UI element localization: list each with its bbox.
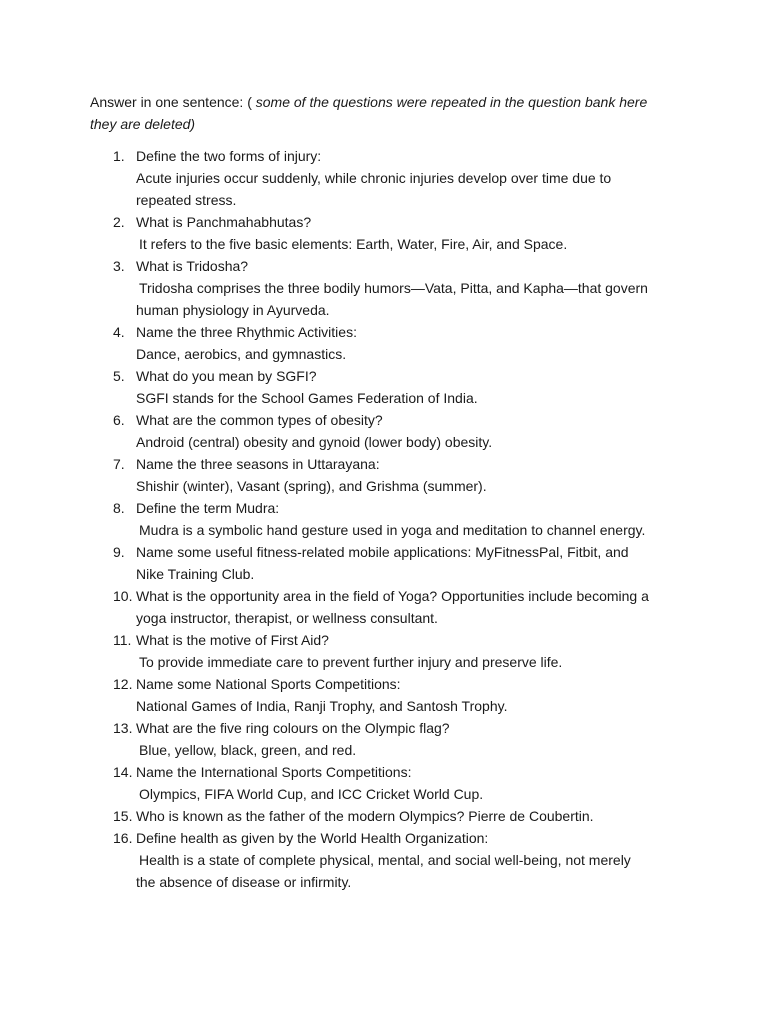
question-line: Define the two forms of injury: bbox=[136, 148, 322, 164]
item-number: 15. bbox=[113, 808, 133, 824]
instruction-note-continued: they are deleted) bbox=[90, 116, 196, 132]
item-text bbox=[136, 453, 676, 497]
question-line: What are the five ring colours on the Olympic flag? bbox=[136, 720, 450, 736]
item-text bbox=[136, 365, 676, 409]
list-item bbox=[0, 145, 676, 211]
item-text bbox=[136, 717, 676, 761]
answer-line: Tridosha comprises the three bodily humors—Vata, Pitta, and Kapha—that govern bbox=[139, 280, 648, 296]
answer-line: Health is a state of complete physical, mental, and social well-being, not merely bbox=[139, 852, 631, 868]
item-text bbox=[136, 409, 676, 453]
list-item bbox=[0, 717, 676, 761]
item-text bbox=[136, 211, 676, 255]
item-text bbox=[136, 585, 676, 629]
answer-line: the absence of disease or infirmity. bbox=[136, 874, 352, 890]
item-number: 14. bbox=[113, 764, 133, 780]
question-line: Name the International Sports Competitions: bbox=[136, 764, 412, 780]
answer-line: National Games of India, Ranji Trophy, and Santosh Trophy. bbox=[136, 698, 508, 714]
list-item bbox=[0, 255, 676, 321]
item-number: 5. bbox=[113, 368, 125, 384]
item-text bbox=[136, 805, 676, 827]
answer-line: Mudra is a symbolic hand gesture used in yoga and meditation to channel energy. bbox=[139, 522, 646, 538]
answer-line: yoga instructor, therapist, or wellness consultant. bbox=[136, 610, 438, 626]
answer-line: Olympics, FIFA World Cup, and ICC Cricket World Cup. bbox=[139, 786, 484, 802]
question-line: What is the opportunity area in the field of Yoga? Opportunities include becoming a bbox=[136, 588, 649, 604]
question-line: What is Panchmahabhutas? bbox=[136, 214, 312, 230]
question-line: What is the motive of First Aid? bbox=[136, 632, 329, 648]
list-item bbox=[0, 827, 676, 893]
list-item bbox=[0, 585, 676, 629]
instruction-lead: Answer in one sentence: ( bbox=[90, 94, 256, 110]
list-item bbox=[0, 497, 676, 541]
question-line: Name the three Rhythmic Activities: bbox=[136, 324, 357, 340]
list-item bbox=[0, 409, 676, 453]
item-number: 11. bbox=[113, 632, 132, 648]
list-item bbox=[0, 673, 676, 717]
question-line: Define the term Mudra: bbox=[136, 500, 280, 516]
list-item bbox=[0, 211, 676, 255]
list-item bbox=[0, 453, 676, 497]
answer-line: To provide immediate care to prevent further injury and preserve life. bbox=[139, 654, 563, 670]
answer-line: repeated stress. bbox=[136, 192, 237, 208]
instruction-note: some of the questions were repeated in the question bank here bbox=[255, 94, 648, 110]
answer-line: SGFI stands for the School Games Federation of India. bbox=[136, 390, 478, 406]
list-item bbox=[0, 761, 676, 805]
answer-line: human physiology in Ayurveda. bbox=[136, 302, 330, 318]
item-text bbox=[136, 761, 676, 805]
question-line: Name the three seasons in Uttarayana: bbox=[136, 456, 380, 472]
question-line: Who is known as the father of the modern Olympics? Pierre de Coubertin. bbox=[136, 808, 594, 824]
question-line: Define health as given by the World Health Organization: bbox=[136, 830, 489, 846]
instruction-heading bbox=[90, 91, 680, 135]
item-number: 1. bbox=[113, 148, 125, 164]
question-line: Name some National Sports Competitions: bbox=[136, 676, 401, 692]
item-text bbox=[136, 321, 676, 365]
item-number: 2. bbox=[113, 214, 125, 230]
question-line: What is Tridosha? bbox=[136, 258, 249, 274]
answer-line: Dance, aerobics, and gymnastics. bbox=[136, 346, 347, 362]
item-number: 3. bbox=[113, 258, 125, 274]
list-item bbox=[0, 365, 676, 409]
item-text bbox=[136, 497, 676, 541]
item-text bbox=[136, 255, 676, 321]
item-text bbox=[136, 827, 676, 893]
answer-line: Android (central) obesity and gynoid (lower body) obesity. bbox=[136, 434, 493, 450]
item-text bbox=[136, 145, 676, 211]
item-number: 6. bbox=[113, 412, 125, 428]
item-number: 16. bbox=[113, 830, 133, 846]
question-answer-list bbox=[0, 145, 676, 893]
item-text bbox=[136, 673, 676, 717]
item-number: 9. bbox=[113, 544, 125, 560]
item-number: 12. bbox=[113, 676, 133, 692]
answer-line: Acute injuries occur suddenly, while chronic injuries develop over time due to bbox=[136, 170, 612, 186]
item-text bbox=[136, 629, 676, 673]
question-line: Name some useful fitness-related mobile applications: MyFitnessPal, Fitbit, and bbox=[136, 544, 629, 560]
item-number: 13. bbox=[113, 720, 133, 736]
item-number: 8. bbox=[113, 500, 125, 516]
question-line: What do you mean by SGFI? bbox=[136, 368, 317, 384]
item-number: 10. bbox=[113, 588, 133, 604]
list-item bbox=[0, 541, 676, 585]
answer-line: Blue, yellow, black, green, and red. bbox=[139, 742, 357, 758]
list-item bbox=[0, 629, 676, 673]
answer-line: It refers to the five basic elements: Earth, Water, Fire, Air, and Space. bbox=[139, 236, 568, 252]
answer-line: Nike Training Club. bbox=[136, 566, 255, 582]
list-item bbox=[0, 805, 676, 827]
question-line: What are the common types of obesity? bbox=[136, 412, 383, 428]
list-item bbox=[0, 321, 676, 365]
answer-line: Shishir (winter), Vasant (spring), and Grishma (summer). bbox=[136, 478, 487, 494]
item-number: 4. bbox=[113, 324, 125, 340]
item-number: 7. bbox=[113, 456, 125, 472]
item-text bbox=[136, 541, 676, 585]
